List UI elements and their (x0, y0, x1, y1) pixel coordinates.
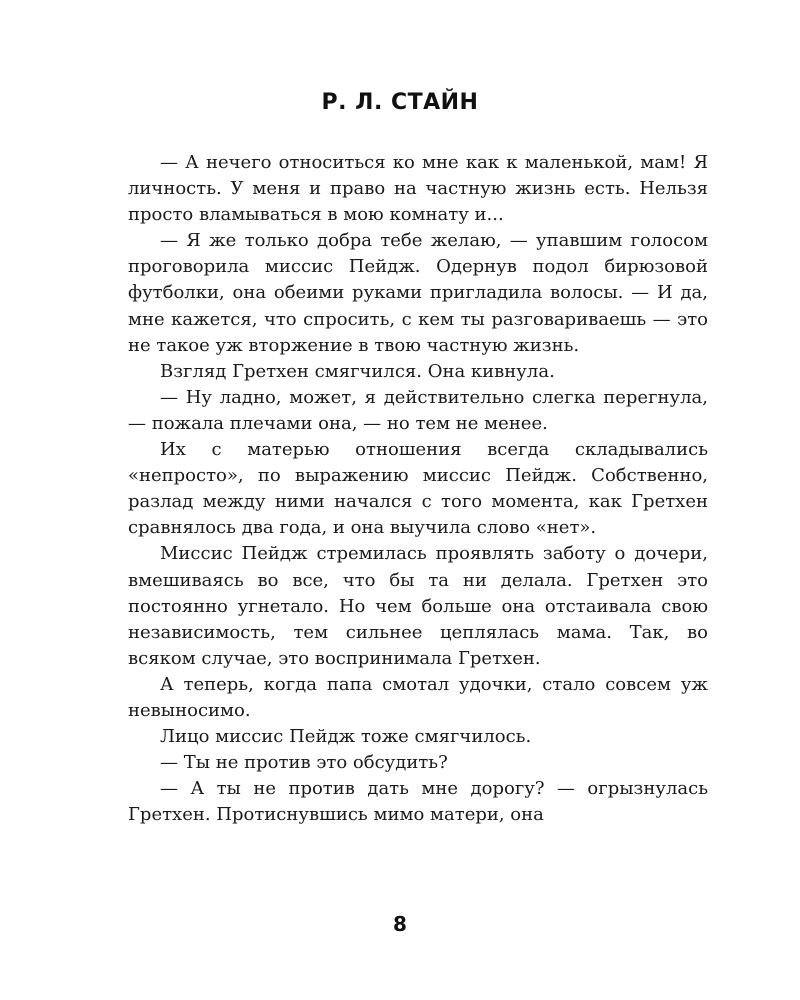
paragraph: — А нечего относиться ко мне как к маленькой, мам! Я личность. У меня и право на частную жизнь есть. Нельзя просто вламываться в мою комнату и... (128, 152, 708, 226)
paragraph: — Ну ладно, может, я действительно слегка перегнула, — пожала плечами она, — но тем не менее. (128, 386, 708, 434)
paragraph: Миссис Пейдж стремилась проявлять заботу о дочери, вмешиваясь во все, что бы та ни делала. Гретхен это постоянно угнетало. Но чем больше она отстаивала свою независимость, тем сильнее цеплялась мама. Так, во всяком случае, это воспринимала Гретхен. (128, 543, 708, 669)
body-text (128, 150, 708, 828)
page-number: 8 (393, 912, 407, 936)
paragraph: — Я же только добра тебе желаю, — упавшим голосом проговорила миссис Пейдж. Одернув подол бирюзовой футболки, она обеими руками пригладила волосы. — И да, мне кажется, что спросить, с кем ты разговариваешь — это не такое уж вторжение в твою частную жизнь. (128, 230, 708, 356)
paragraph: — А ты не против дать мне дорогу? — огрызнулась Гретхен. Протиснувшись мимо матери, она (128, 778, 708, 826)
paragraph: Их с матерью отношения всегда складывались «непросто», по выражению миссис Пейдж. Собственно, разлад между ними начался с того момента, как Гретхен сравнялось два года, и она выучила слово «нет». (128, 439, 708, 539)
paragraph: — Ты не против это обсудить? (160, 752, 448, 774)
paragraph: А теперь, когда папа смотал удочки, стало совсем уж невыносимо. (128, 673, 708, 721)
paragraph: Взгляд Гретхен смягчился. Она кивнула. (160, 360, 555, 382)
running-head-author: Р. Л. СТАЙН (321, 90, 479, 115)
paragraph: Лицо миссис Пейдж тоже смягчилось. (160, 726, 532, 748)
